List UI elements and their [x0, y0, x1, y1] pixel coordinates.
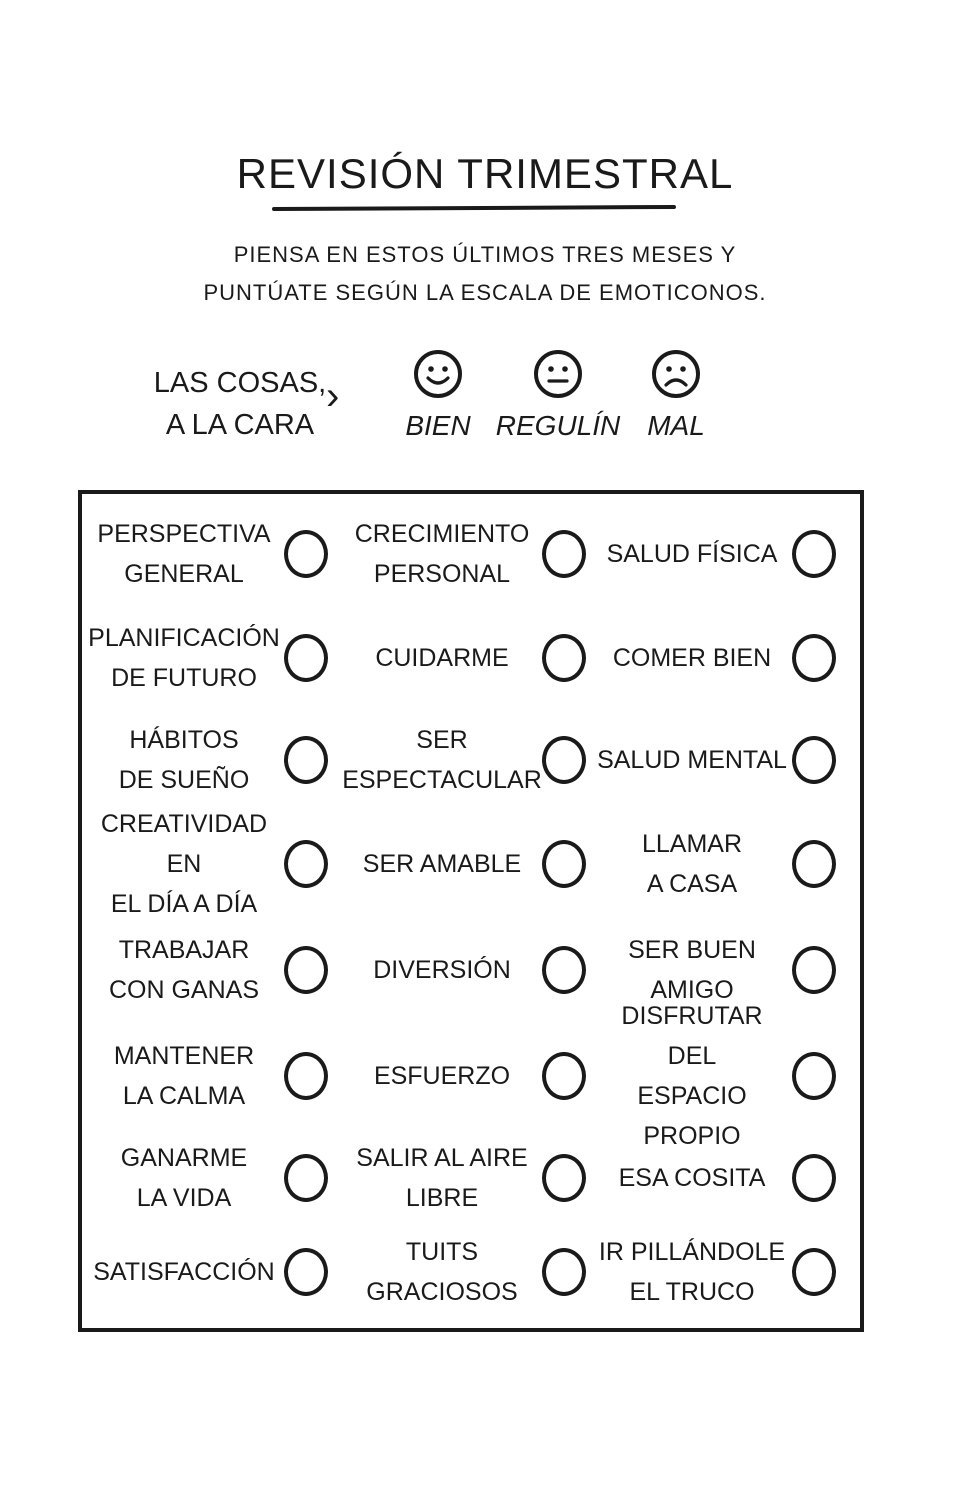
rating-item-label: CRECIMIENTO PERSONAL [354, 520, 530, 588]
rating-circle[interactable] [284, 634, 328, 682]
legend-arrow-icon: › [326, 374, 340, 418]
rating-item [344, 812, 606, 916]
rating-circle[interactable] [792, 1052, 836, 1100]
rating-circle[interactable] [792, 634, 836, 682]
rating-item-label: TRABAJAR CON GANAS [108, 936, 260, 1004]
rating-item-label: ESFUERZO [373, 1062, 511, 1090]
rating-item-label: SATISFACCIÓN [93, 1258, 275, 1286]
rating-circle[interactable] [792, 530, 836, 578]
rating-item-label: SALIR AL AIRE LIBRE [356, 1144, 528, 1212]
rating-grid [78, 490, 864, 1332]
rating-item [594, 708, 856, 812]
rating-circle[interactable] [284, 736, 328, 784]
rating-item-label: SALUD MENTAL [597, 746, 787, 774]
rating-item-label: ESA COSITA [618, 1164, 766, 1192]
rating-item-label: GANARME LA VIDA [120, 1144, 248, 1212]
rating-item [594, 1002, 856, 1150]
rating-item [86, 1024, 348, 1128]
rating-circle[interactable] [284, 530, 328, 578]
rating-item-label: TUITS GRACIOSOS [366, 1238, 518, 1306]
neutral-face-icon [532, 348, 584, 400]
rating-item-label: SALUD FÍSICA [606, 540, 778, 568]
rating-circle[interactable] [542, 1248, 586, 1296]
rating-item [86, 606, 348, 710]
smiley-face-icon [412, 348, 464, 400]
legend-bad [606, 348, 746, 442]
rating-item [86, 918, 348, 1022]
rating-item-label: MANTENER LA CALMA [113, 1042, 255, 1110]
rating-circle[interactable] [542, 530, 586, 578]
rating-circle[interactable] [542, 1154, 586, 1202]
rating-circle[interactable] [284, 840, 328, 888]
rating-item [344, 708, 606, 812]
rating-circle[interactable] [542, 1052, 586, 1100]
rating-item [86, 812, 348, 916]
rating-item [594, 812, 856, 916]
legend-neutral-label: REGULÍN [495, 410, 621, 441]
rating-circle[interactable] [542, 634, 586, 682]
rating-circle[interactable] [542, 736, 586, 784]
rating-circle[interactable] [542, 946, 586, 994]
rating-item [344, 1024, 606, 1128]
rating-item-label: COMER BIEN [612, 644, 772, 672]
rating-circle[interactable] [792, 1248, 836, 1296]
rating-circle[interactable] [792, 946, 836, 994]
rating-item [594, 1220, 856, 1324]
rating-item-label: DISFRUTAR DEL ESPACIO PROPIO [621, 1002, 763, 1150]
sad-face-icon [650, 348, 702, 400]
rating-item-label: LLAMAR A CASA [641, 830, 743, 898]
rating-item [344, 1126, 606, 1230]
legend-label: LAS COSAS, A LA CARA [153, 367, 327, 441]
rating-circle[interactable] [284, 1154, 328, 1202]
rating-circle[interactable] [792, 736, 836, 784]
rating-item-label: SER AMABLE [362, 850, 522, 878]
rating-item [344, 502, 606, 606]
rating-circle[interactable] [284, 1248, 328, 1296]
rating-item-label: DIVERSIÓN [373, 956, 511, 984]
rating-circle[interactable] [284, 946, 328, 994]
legend-good-label: BIEN [405, 410, 471, 441]
rating-circle[interactable] [284, 1052, 328, 1100]
title-underline [272, 205, 676, 211]
rating-item [594, 502, 856, 606]
rating-item [86, 1220, 348, 1324]
legend-bad-label: MAL [647, 410, 705, 441]
rating-item-label: PLANIFICACIÓN DE FUTURO [88, 624, 280, 692]
intro-line-2: PUNTÚATE SEGÚN LA ESCALA DE EMOTICONOS. [203, 280, 767, 305]
rating-item [344, 1220, 606, 1324]
rating-item-label: CREATIVIDAD EN EL DÍA A DÍA [100, 810, 268, 918]
legend-good [368, 348, 508, 442]
rating-item [594, 1126, 856, 1230]
rating-item-label: HÁBITOS DE SUEÑO [118, 726, 250, 794]
rating-item [344, 606, 606, 710]
rating-item [86, 502, 348, 606]
rating-circle[interactable] [792, 840, 836, 888]
rating-item-label: PERSPECTIVA GENERAL [97, 520, 271, 588]
rating-circle[interactable] [542, 840, 586, 888]
rating-circle[interactable] [792, 1154, 836, 1202]
rating-item-label: IR PILLÁNDOLE EL TRUCO [598, 1238, 786, 1306]
rating-item-label: SER BUEN AMIGO [628, 936, 756, 1004]
rating-item [86, 1126, 348, 1230]
page-title: REVISIÓN TRIMESTRAL [236, 150, 734, 197]
rating-item [86, 708, 348, 812]
rating-item [594, 606, 856, 710]
rating-item-label: SER ESPECTACULAR [342, 726, 542, 794]
rating-item [344, 918, 606, 1022]
intro-line-1: PIENSA EN ESTOS ÚLTIMOS TRES MESES Y [233, 242, 737, 267]
rating-item-label: CUIDARME [375, 644, 509, 672]
